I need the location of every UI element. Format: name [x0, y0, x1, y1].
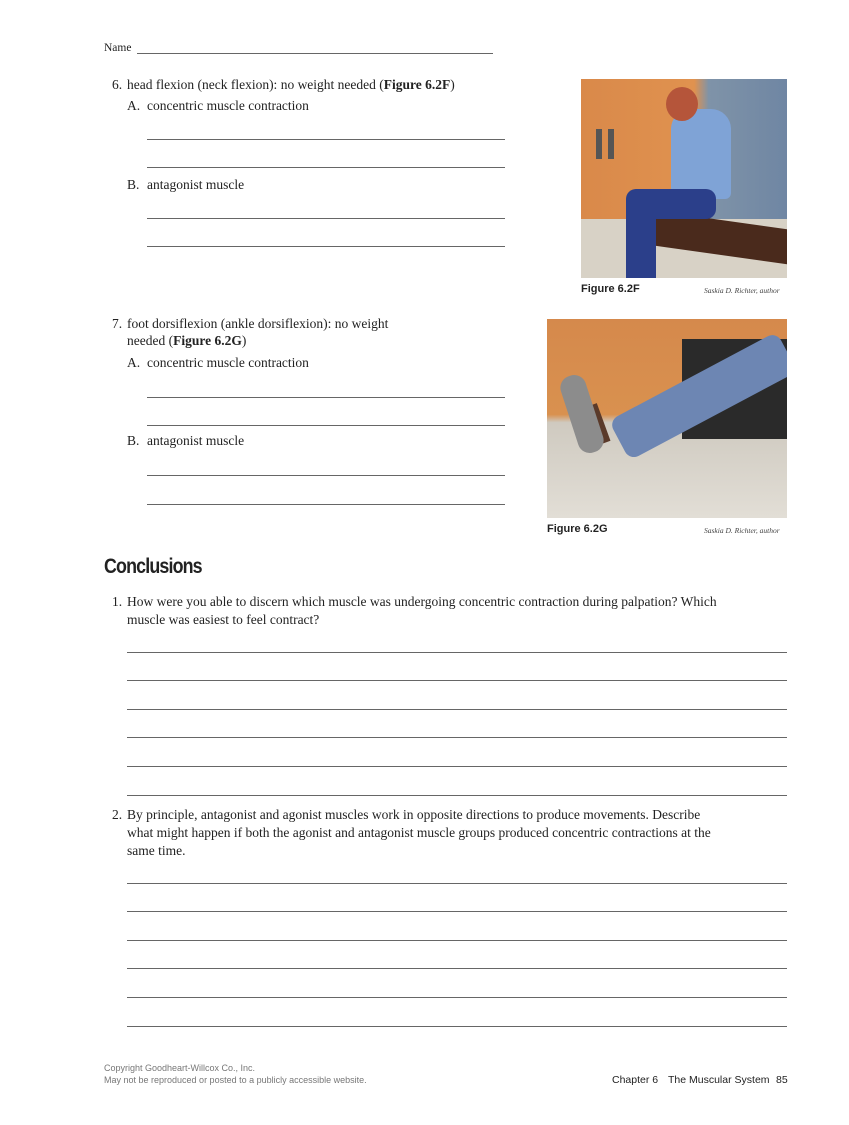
- answer-line[interactable]: [127, 766, 787, 767]
- q6-number: 6.: [112, 77, 123, 92]
- answer-line[interactable]: [147, 139, 505, 140]
- c1-number: 1.: [112, 594, 123, 609]
- footer-notice: May not be reproduced or posted to a publicly accessible website.: [104, 1075, 367, 1085]
- q7-b-label: B.: [127, 433, 140, 448]
- answer-line[interactable]: [147, 167, 505, 168]
- c1-text-cont: muscle was easiest to feel contract?: [127, 612, 320, 627]
- name-label: Name: [104, 42, 132, 54]
- footer-chapter: Chapter 6: [612, 1074, 659, 1086]
- q6-a-label: A.: [127, 98, 141, 113]
- q7-text: foot dorsiflexion (ankle dorsiflexion): no weight: [127, 316, 389, 331]
- answer-line[interactable]: [127, 737, 787, 738]
- figure-6-2f-credit: Saskia D. Richter, author: [704, 286, 780, 295]
- q6-b-label: B.: [127, 177, 140, 192]
- answer-line[interactable]: [147, 397, 505, 398]
- figure-6-2g-photo: [547, 319, 787, 518]
- answer-line[interactable]: [147, 218, 505, 219]
- figure-6-2f-caption: Figure 6.2F: [581, 283, 640, 295]
- c2-text: By principle, antagonist and agonist muscles work in opposite directions to produce movements. Describe: [127, 807, 701, 822]
- answer-line[interactable]: [127, 652, 787, 653]
- q6-text: head flexion (neck flexion): no weight needed (Figure 6.2F): [127, 77, 455, 92]
- answer-line[interactable]: [147, 246, 505, 247]
- answer-line[interactable]: [127, 709, 787, 710]
- page-number: 85: [776, 1074, 788, 1086]
- c1-text: How were you able to discern which muscle was undergoing concentric contraction during palpation? Which: [127, 594, 717, 609]
- answer-line[interactable]: [127, 795, 787, 796]
- answer-line[interactable]: [127, 968, 787, 969]
- figure-6-2g-credit: Saskia D. Richter, author: [704, 526, 780, 535]
- q7-number: 7.: [112, 316, 123, 331]
- q7-a-label: A.: [127, 355, 141, 370]
- conclusions-heading: Conclusions: [104, 555, 202, 578]
- footer-chapter-title: The Muscular System: [668, 1074, 770, 1086]
- answer-line[interactable]: [127, 997, 787, 998]
- footer-copyright: Copyright Goodheart-Willcox Co., Inc.: [104, 1063, 256, 1073]
- answer-line[interactable]: [147, 504, 505, 505]
- q6-b-text: antagonist muscle: [147, 177, 245, 192]
- answer-line[interactable]: [127, 940, 787, 941]
- q7-b-text: antagonist muscle: [147, 433, 245, 448]
- q7-text-cont: needed (Figure 6.2G): [127, 333, 247, 348]
- answer-line[interactable]: [127, 680, 787, 681]
- name-field[interactable]: [137, 53, 493, 54]
- answer-line[interactable]: [147, 475, 505, 476]
- answer-line[interactable]: [147, 425, 505, 426]
- answer-line[interactable]: [127, 911, 787, 912]
- answer-line[interactable]: [127, 883, 787, 884]
- figure-6-2f-photo: [581, 79, 787, 278]
- c2-text-cont2: same time.: [127, 843, 186, 858]
- q6-a-text: concentric muscle contraction: [147, 98, 309, 113]
- c2-number: 2.: [112, 807, 123, 822]
- q7-a-text: concentric muscle contraction: [147, 355, 309, 370]
- figure-6-2g-caption: Figure 6.2G: [547, 523, 608, 535]
- c2-text-cont: what might happen if both the agonist and antagonist muscle groups produced concentric contractions at the: [127, 825, 711, 840]
- answer-line[interactable]: [127, 1026, 787, 1027]
